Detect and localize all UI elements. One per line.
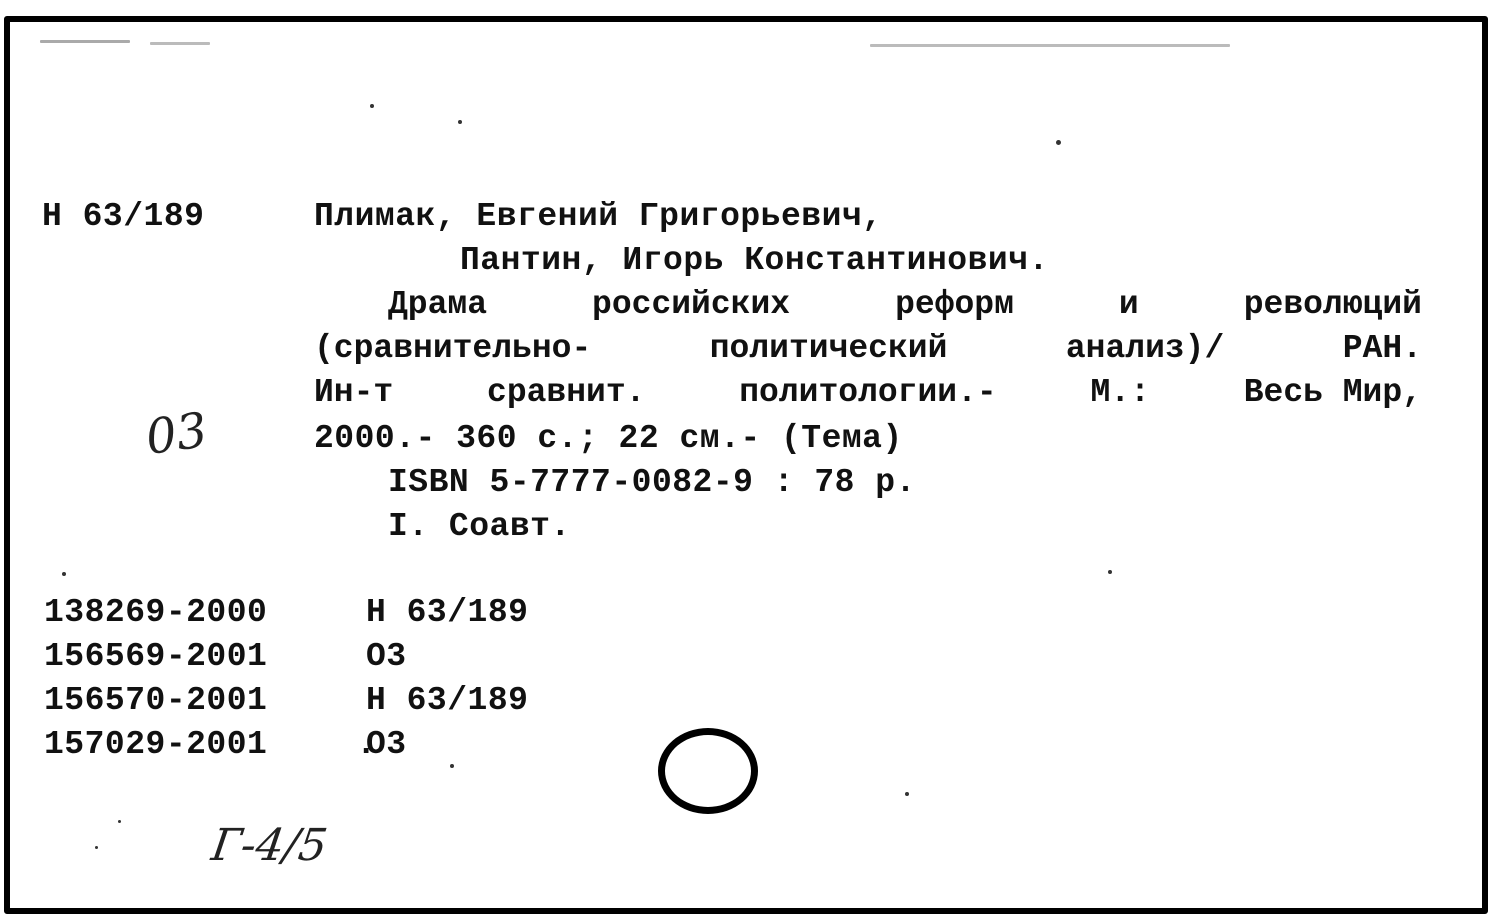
handwritten-mark: 03 [142, 402, 211, 466]
author-name: Плимак, Евгений Григорьевич, [314, 198, 883, 235]
holding-number: 138269-2000 [44, 594, 268, 631]
imprint-line: 2000.- 360 с.; 22 см.- (Тема) [314, 420, 903, 457]
tracing-line: I. Соавт. [388, 508, 571, 545]
holding-separator: . [336, 726, 377, 763]
title-line-1 [388, 286, 1422, 323]
shelfmark: Н 63/189 [42, 198, 205, 235]
isbn-line: ISBN 5-7777-0082-9 : 78 р. [388, 464, 916, 501]
title-word: М.: [1090, 374, 1150, 411]
holding-location: О3 [366, 638, 407, 675]
card-rod-hole [658, 728, 758, 814]
holding-location: О3 [366, 726, 407, 763]
title-word: сравнит. [487, 374, 646, 411]
title-word: и [1118, 286, 1139, 323]
holding-location: Н 63/189 [366, 682, 529, 719]
title-word: политологии.- [739, 374, 997, 411]
title-line-3 [314, 374, 1422, 411]
holding-number: 156569-2001 [44, 638, 268, 675]
title-word: Весь Мир, [1243, 374, 1422, 411]
title-word: анализ)/ [1065, 330, 1225, 367]
title-word: российских [592, 286, 791, 323]
title-word: (сравнительно- [314, 330, 592, 367]
title-word: политический [709, 330, 948, 367]
holding-location: Н 63/189 [366, 594, 529, 631]
holding-number: 157029-2001 [44, 726, 268, 763]
coauthor-name: Пантин, Игорь Константинович. [460, 242, 1049, 279]
title-word: революций [1243, 286, 1422, 323]
holding-number: 156570-2001 [44, 682, 268, 719]
title-word: РАН. [1342, 330, 1422, 367]
handwritten-code: Г-4/5 [208, 820, 331, 871]
title-word: Драма [388, 286, 488, 323]
title-line-2 [314, 330, 1422, 367]
title-word: реформ [895, 286, 1014, 323]
title-word: Ин-т [314, 374, 394, 411]
